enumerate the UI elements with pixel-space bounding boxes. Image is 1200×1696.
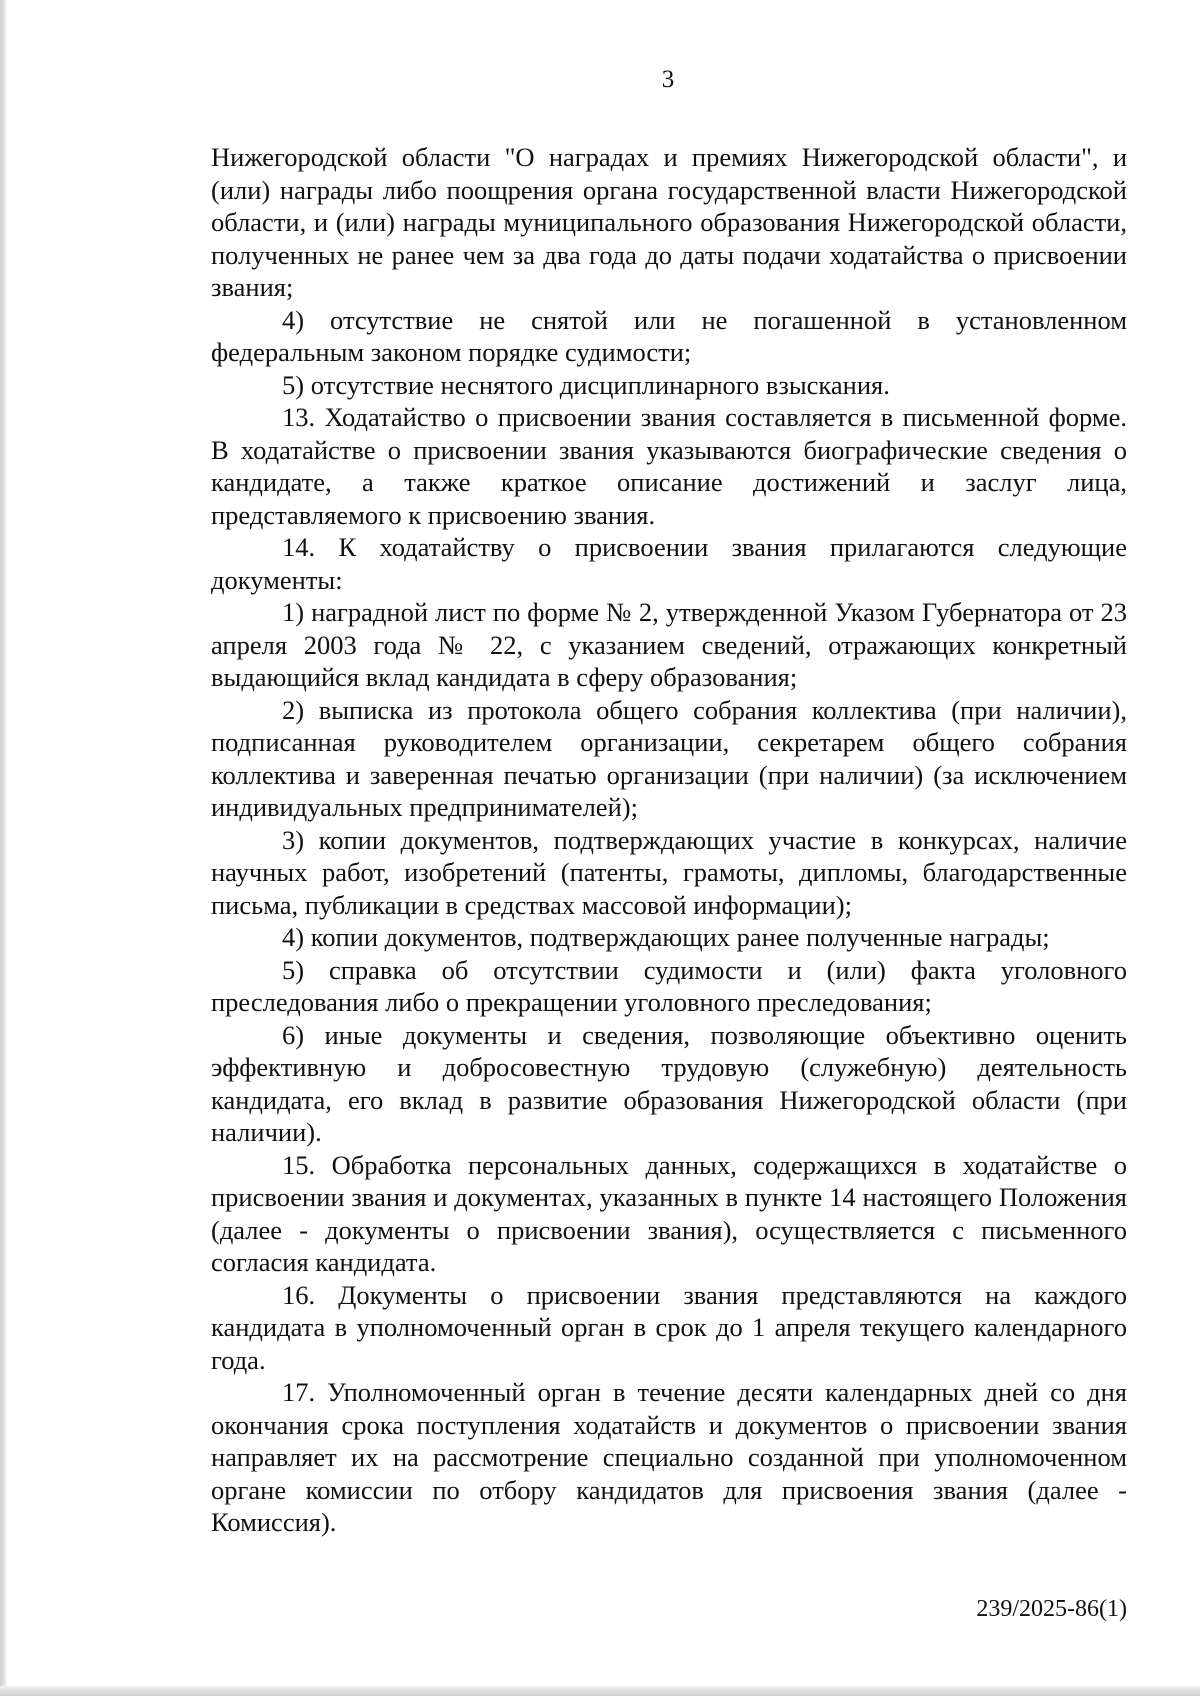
paragraph-16: 16. Документы о присвоении звания представляются на каждого кандидата в уполномоченный орган в срок до 1 апреля текущего календарного года. <box>211 1279 1127 1375</box>
page-number: 3 <box>661 66 675 93</box>
paragraph-17: 17. Уполномоченный орган в течение десяти календарных дней со дня окончания срока поступления ходатайств и документов о присвоении звания направляет их на рассмотрение специально созданной при уполномоченном органе комиссии по отбору кандидатов для присвоения звания (далее - Комиссия). <box>211 1377 1127 1537</box>
paragraph-14-item-5: 5) справка об отсутствии судимости и (или) факта уголовного преследования либо о прекращении уголовного преследования; <box>211 954 1127 1017</box>
paragraph-item-5-discipline: 5) отсутствие неснятого дисциплинарного взыскания. <box>282 369 890 400</box>
paragraph-14-item-2: 2) выписка из протокола общего собрания коллектива (при наличии), подписанная руководителем организации, секретарем общего собрания коллектива и заверенная печатью организации (при наличии) (за исключением индивидуальных предпринимателей); <box>211 694 1127 822</box>
paragraph-14-item-1: 1) наградной лист по форме № 2, утвержденной Указом Губернатора от 23 апреля 2003 года № 22, с указанием сведений, отражающих конкретный выдающийся вклад кандидата в сферу образования; <box>211 597 1127 692</box>
paragraph-14-item-3: 3) копии документов, подтверждающих участие в конкурсах, наличие научных работ, изобретений (патенты, грамоты, дипломы, благодарственные письма, публикации в средствах массовой информации); <box>211 824 1127 920</box>
document-body <box>211 141 1127 1539</box>
paragraph-14: 14. К ходатайству о присвоении звания прилагаются следующие документы: <box>211 532 1127 595</box>
paragraph-14-item-6: 6) иные документы и сведения, позволяющие объективно оценить эффективную и добросовестную трудовую (служебную) деятельность кандидата, его вклад в развитие образования Нижегородской области (при наличии). <box>211 1019 1127 1147</box>
paragraph-item-4-conviction: 4) отсутствие не снятой или не погашенной в установленном федеральным законом порядке судимости; <box>211 304 1127 367</box>
paragraph-13: 13. Ходатайство о присвоении звания составляется в письменной форме. В ходатайстве о присвоении звания указываются биографические сведения о кандидате, а также краткое описание достижений и заслуг лица, представляемого к присвоению звания. <box>211 402 1127 530</box>
paragraph-continuation: Нижегородской области "О наградах и премиях Нижегородской области", и (или) награды либо поощрения органа государственной власти Нижегородской области, и (или) награды муниципального образования Нижегородской области, полученных не ранее чем за два года до даты подачи ходатайства о присвоении звания; <box>211 142 1127 302</box>
paragraph-14-item-4: 4) копии документов, подтверждающих ранее полученные награды; <box>282 922 1050 952</box>
scan-edge-bottom <box>0 1686 1200 1696</box>
paragraph-15: 15. Обработка персональных данных, содержащихся в ходатайстве о присвоении звания и документах, указанных в пункте 14 настоящего Положения (далее - документы о присвоении звания), осуществляется с письменного согласия кандидата. <box>211 1149 1127 1277</box>
scan-edge-left <box>0 0 6 1696</box>
document-code: 239/2025-86(1) <box>976 1596 1127 1622</box>
